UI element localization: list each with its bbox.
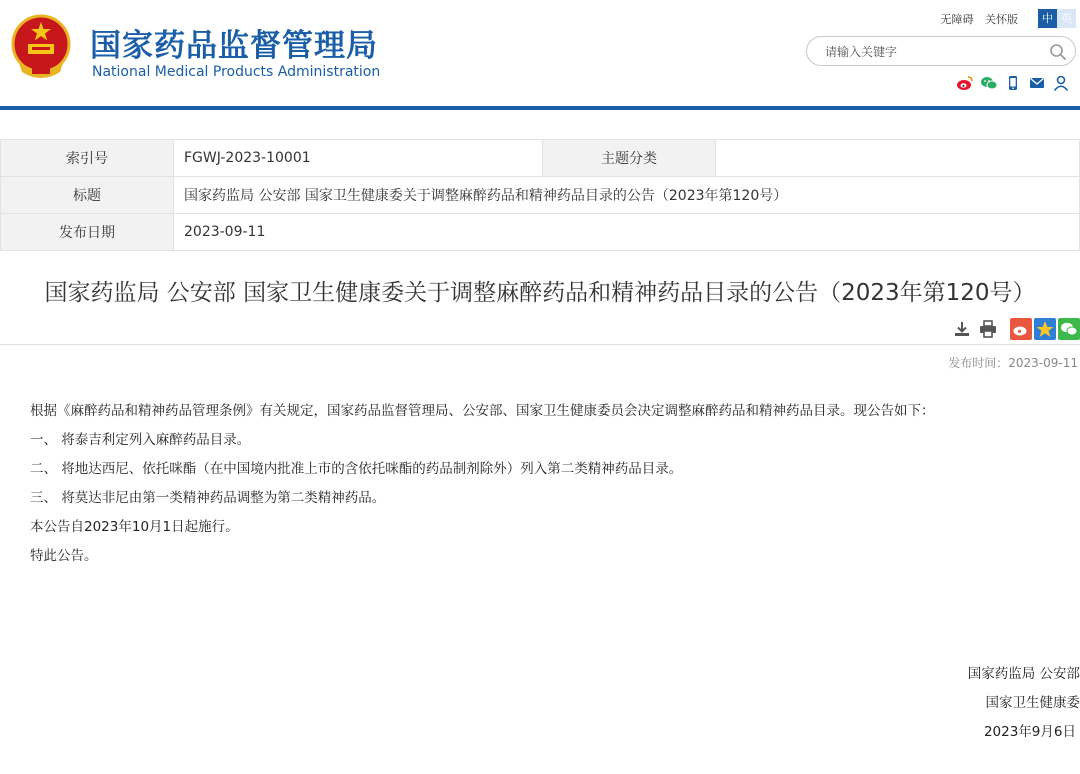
accessibility-link[interactable]: 无障碍: [940, 13, 974, 26]
site-title[interactable]: 国家药品监督管理局: [90, 28, 378, 64]
paragraph: 一、 将泰吉利定列入麻醉药品目录。: [30, 432, 251, 448]
site-header: [0, 0, 1080, 110]
category-label: 主题分类: [543, 140, 716, 177]
signature-issuer-2: 国家卫生健康委: [985, 695, 1080, 711]
language-switch: [1038, 9, 1076, 28]
paragraph: 二、 将地达西尼、依托咪酯（在中国境内批准上市的含依托咪酯的药品制剂除外）列入第二类精神药品目录。: [30, 461, 683, 477]
title-value: 国家药监局 公安部 国家卫生健康委关于调整麻醉药品和精神药品目录的公告（2023年第120号）: [174, 177, 1080, 214]
category-value: [716, 140, 1080, 177]
social-icons: [956, 74, 1070, 92]
top-links: [933, 11, 1019, 27]
signature-issuers: 国家药监局 公安部: [967, 666, 1080, 682]
table-row: [1, 177, 1080, 214]
lang-english[interactable]: 英: [1057, 9, 1076, 28]
paragraph: 特此公告。: [30, 548, 98, 564]
table-row: [1, 214, 1080, 251]
signature-date: 2023年9月6日: [983, 724, 1076, 740]
date-label: 发布日期: [1, 214, 174, 251]
search-input[interactable]: [823, 42, 1037, 62]
mail-icon[interactable]: [1028, 74, 1046, 92]
wechat-share-icon[interactable]: [1058, 318, 1080, 340]
header-divider: [0, 106, 1080, 110]
document-info-table: [0, 139, 1080, 251]
paragraph: 根据《麻醉药品和精神药品管理条例》有关规定，国家药品监督管理局、公安部、国家卫生健康委员会决定调整麻醉药品和精神药品目录。现公告如下：: [30, 403, 935, 419]
publish-time: 发布时间：2023-09-11: [948, 356, 1078, 370]
mobile-icon[interactable]: [1004, 74, 1022, 92]
care-mode-link[interactable]: 关怀版: [985, 13, 1018, 26]
site-subtitle: National Medical Products Administration: [92, 64, 381, 80]
search-icon[interactable]: [1049, 43, 1067, 61]
weibo-icon[interactable]: [956, 74, 974, 92]
title-divider: [0, 344, 1080, 345]
table-row: [1, 140, 1080, 177]
date-value: 2023-09-11: [174, 214, 1080, 251]
qzone-share-icon[interactable]: [1034, 318, 1056, 340]
wechat-icon[interactable]: [980, 74, 998, 92]
index-value: FGWJ-2023-10001: [174, 140, 543, 177]
paragraph: 本公告自2023年10月1日起施行。: [30, 519, 239, 535]
article-body: [30, 400, 1070, 574]
download-icon[interactable]: [952, 319, 972, 339]
index-label: 索引号: [1, 140, 174, 177]
article-tools: [946, 318, 1080, 340]
national-emblem-icon[interactable]: [10, 14, 72, 80]
user-icon[interactable]: [1052, 74, 1070, 92]
article-title: 国家药监局 公安部 国家卫生健康委关于调整麻醉药品和精神药品目录的公告（2023年第120号）: [44, 280, 1036, 306]
lang-chinese[interactable]: 中: [1038, 9, 1057, 28]
title-label: 标题: [1, 177, 174, 214]
paragraph: 三、 将莫达非尼由第一类精神药品调整为第二类精神药品。: [30, 490, 386, 506]
print-icon[interactable]: [978, 319, 998, 339]
search-box: [806, 36, 1076, 66]
weibo-share-icon[interactable]: [1010, 318, 1032, 340]
